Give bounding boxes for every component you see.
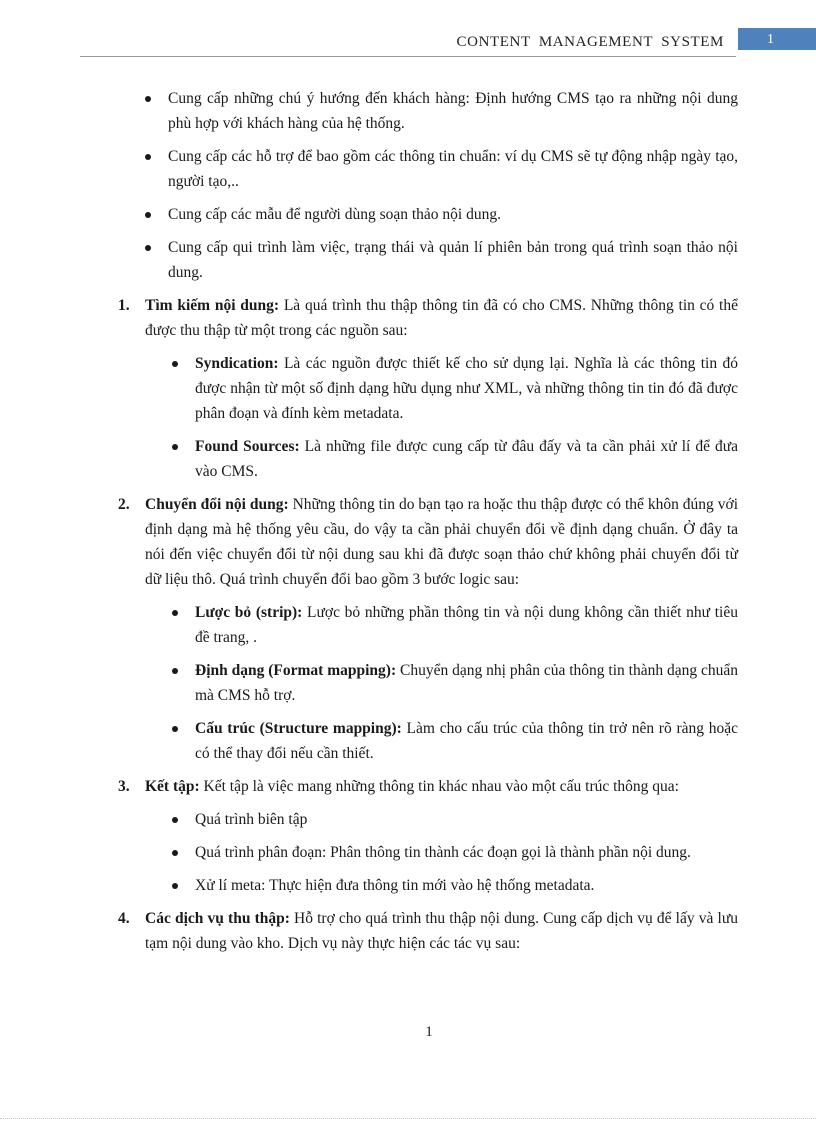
list-item: Quá trình phân đoạn: Phân thông tin thành các đoạn gọi là thành phần nội dung. (145, 840, 738, 865)
document-body (118, 86, 738, 964)
bullet-term: Syndication: (195, 355, 279, 372)
page-bottom-divider (0, 1118, 816, 1119)
section-heading: Tìm kiếm nội dung: (145, 297, 280, 314)
header-page-box (738, 28, 816, 50)
list-item (145, 658, 738, 708)
section-bullet-list (145, 600, 738, 766)
list-item (145, 434, 738, 484)
list-item: Quá trình biên tập (145, 807, 738, 832)
list-item: Cung cấp các hỗ trợ để bao gồm các thông tin chuẩn: ví dụ CMS sẽ tự động nhập ngày tạo, người tạo,.. (118, 144, 738, 194)
list-item: Cung cấp qui trình làm việc, trạng thái và quản lí phiên bản trong quá trình soạn thảo nội dung. (118, 235, 738, 285)
section-heading: Kết tập: (145, 778, 200, 795)
section-4 (118, 906, 738, 956)
list-item: Xử lí meta: Thực hiện đưa thông tin mới vào hệ thống metadata. (145, 873, 738, 898)
section-1 (118, 293, 738, 484)
intro-bullet-list (118, 86, 738, 285)
list-item (145, 351, 738, 426)
header-page-number: 1 (767, 32, 774, 47)
list-item: Cung cấp những chú ý hướng đến khách hàng: Định hướng CMS tạo ra những nội dung phù hợp với khách hàng của hệ thống. (118, 86, 738, 136)
section-number: 3. (118, 778, 130, 795)
bullet-term: Lược bỏ (strip): (195, 604, 303, 621)
list-item (145, 600, 738, 650)
list-item: Cung cấp các mẫu để người dùng soạn thảo nội dung. (118, 202, 738, 227)
bullet-text: Là các nguồn được thiết kế cho sử dụng lại. Nghĩa là các thông tin đó được nhận từ một số định dạng hữu dụng như XML, và những thông tin tin đó đã được phân đoạn và đính kèm metadata. (195, 355, 738, 422)
section-heading: Các dịch vụ thu thập: (145, 910, 290, 927)
bullet-text: Chuyển dạng nhị phân của thông tin thành dạng chuẩn mà CMS hỗ trợ. (195, 662, 738, 704)
section-text: Là quá trình thu thập thông tin đã có cho CMS. Những thông tin có thể được thu thập từ một trong các nguồn sau: (145, 297, 738, 339)
bullet-term: Found Sources: (195, 438, 300, 455)
numbered-section-list (118, 293, 738, 956)
section-bullet-list (145, 351, 738, 484)
bullet-text: Lược bỏ những phần thông tin và nội dung không cần thiết như tiêu đề trang, . (195, 604, 738, 646)
section-bullet-list (145, 807, 738, 898)
section-text: Những thông tin do bạn tạo ra hoặc thu thập được có thể khôn đúng với định dạng mà hệ thống yêu cầu, do vậy ta cần phải chuyển đổi về định dạng chuẩn. Ở đây ta nói đến việc chuyển đổi từ nội dung sau khi đã được soạn thảo chứ không phải chuyển đổi từ dữ liệu thô. Quá trình chuyển đổi bao gồm 3 bước logic sau: (145, 496, 738, 588)
bullet-term: Cấu trúc (Structure mapping): (195, 720, 402, 737)
section-number: 1. (118, 297, 130, 314)
bullet-term: Định dạng (Format mapping): (195, 662, 397, 679)
section-number: 2. (118, 496, 130, 513)
header-divider (80, 56, 736, 57)
section-heading: Chuyển đổi nội dung: (145, 496, 289, 513)
section-2 (118, 492, 738, 766)
running-header-title: CONTENT MANAGEMENT SYSTEM (456, 34, 724, 50)
section-text: Hỗ trợ cho quá trình thu thập nội dung. Cung cấp dịch vụ để lấy và lưu tạm nội dung vào kho. Dịch vụ này thực hiện các tác vụ sau: (145, 910, 738, 952)
bullet-text: Là những file được cung cấp từ đâu đấy và ta cần phải xử lí để đưa vào CMS. (195, 438, 739, 480)
section-text: Kết tập là việc mang những thông tin khác nhau vào một cấu trúc thông qua: (199, 778, 679, 795)
section-3 (118, 774, 738, 898)
page-number: 1 (425, 1024, 433, 1040)
section-number: 4. (118, 910, 130, 927)
bullet-text: Làm cho cấu trúc của thông tin trở nên rõ ràng hoặc có thể thay đổi nếu cần thiết. (195, 720, 739, 762)
list-item (145, 716, 738, 766)
